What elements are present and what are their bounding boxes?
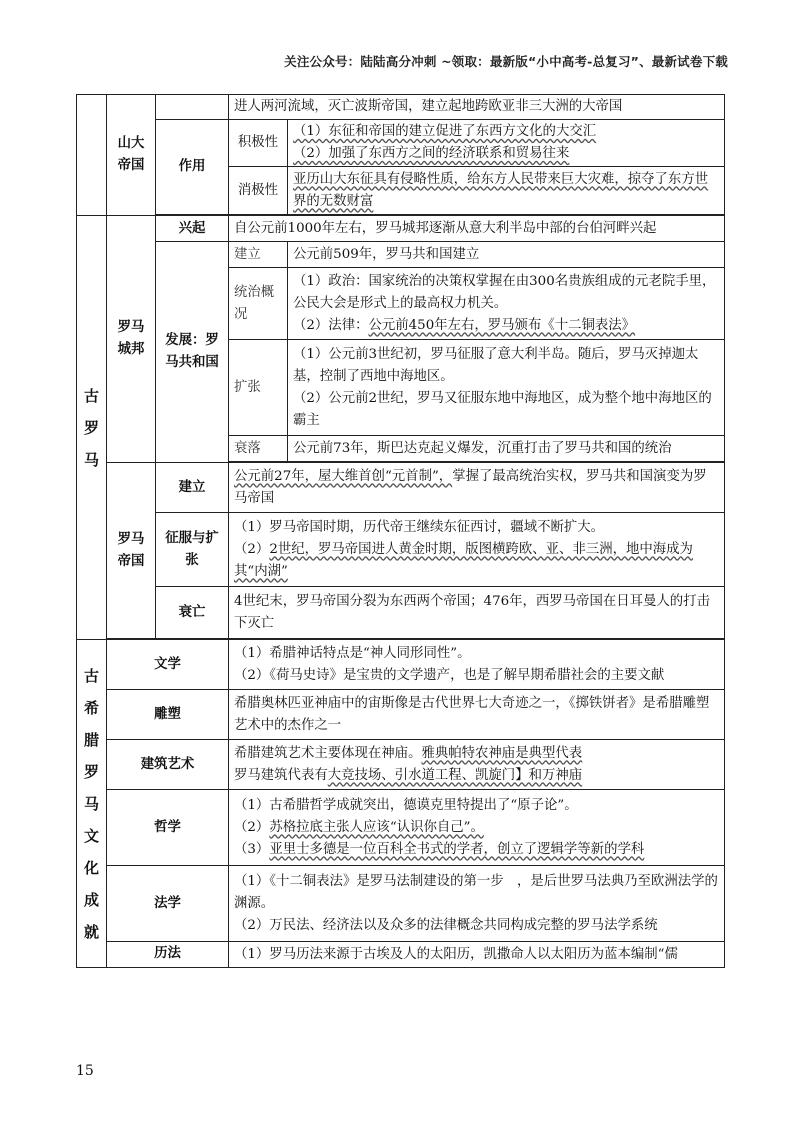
arch-item-1 <box>234 743 719 765</box>
law-content <box>229 866 725 942</box>
history-table <box>76 94 725 968</box>
arch-item-1-text: 希腊建筑艺术主要体现在神庙。 <box>234 745 422 761</box>
phil-item-3 <box>234 839 719 861</box>
arch-label: 建筑艺术 <box>107 740 229 790</box>
empire-label: 罗马帝国 <box>107 463 156 639</box>
arch-content <box>229 740 725 790</box>
lit-label: 文学 <box>107 640 229 690</box>
rule-item-1: （1）政治：国家统治的决策权掌握在由300名贵族组成的元老院手里，公民大会是形式上的最高权力机关。 <box>293 273 716 311</box>
arch-item-2-text: 罗马建筑代表有 <box>234 767 328 783</box>
rule-content <box>288 268 725 340</box>
fall-label: 衰亡 <box>156 587 229 639</box>
rule-item-2-law: 公元前450年左右，罗马颁布《十二铜表法》 <box>368 317 636 333</box>
law-item-1: （1）《十二铜表法》是罗马法制建设的第一步 ，是后世罗马法典乃至欧洲法学的渊源。 <box>234 873 718 911</box>
phil-item-1: （1）古希腊哲学成就突出，德谟克里特提出了“原子论”。 <box>234 797 578 813</box>
positive-item-2: （2）加强了东西方之间的经济联系和贸易往来 <box>293 146 570 161</box>
emp-est-rest: 掌握了最高统治实权，罗马共和国演变为罗马帝国 <box>234 468 707 506</box>
negative-text: 亚历山大东征具有侵略性质，给东方人民带来巨大灾难，掠夺了东方世界的无数财富 <box>293 171 709 209</box>
expand-item-2: （2）公元前2世纪，罗马又征服东地中海地区，成为整个地中海地区的霸主 <box>293 390 712 428</box>
page-number: 15 <box>76 1063 94 1079</box>
lit-content <box>229 640 725 690</box>
expand-label: 扩张 <box>229 340 288 436</box>
cal-content <box>229 942 725 968</box>
rise-label: 兴起 <box>156 216 229 242</box>
negative-label: 消极性 <box>229 167 288 215</box>
expand-item-1: （1）公元前3世纪初，罗马征服了意大利半岛。随后，罗马灭掉迦太基，控制了西地中海地区。 <box>293 346 699 384</box>
alexander-label: 山大帝国 <box>107 95 156 216</box>
cal-label: 历法 <box>107 942 229 968</box>
est-label: 建立 <box>229 242 288 268</box>
decline-label: 衰落 <box>229 436 288 462</box>
empty-cell <box>156 95 229 120</box>
phil-label: 哲学 <box>107 790 229 866</box>
conquer-label: 征服与扩张 <box>156 513 229 587</box>
culture-label: 古希腊罗马文化成就 <box>77 640 107 968</box>
phil-item-2 <box>234 817 719 839</box>
negative-content <box>288 167 725 215</box>
page-header: 关注公众号：陆陆高分冲刺 ~领取：最新版“小中高考-总复习”、最新试卷下载 <box>284 54 728 69</box>
arch-item-1-example: 雅典帕特农神庙是典型代表 <box>421 745 583 761</box>
rome-label: 古罗马 <box>77 216 107 640</box>
fall-content: 4世纪末，罗马帝国分裂为东西两个帝国；476年，西罗马帝国在日耳曼人的打击下灭亡 <box>229 587 725 639</box>
est-content: 公元前509年，罗马共和国建立 <box>288 242 725 268</box>
decline-content: 公元前73年，斯巴达克起义爆发，沉重打击了罗马共和国的统治 <box>288 436 725 462</box>
sculpt-content: 希腊奥林匹亚神庙中的宙斯像是古代世界七大奇迹之一，《掷铁饼者》是希腊雕塑艺术中的杰作之一 <box>229 690 725 740</box>
phil-item-2-prefix: （2） <box>234 819 270 835</box>
law-item-2: （2）万民法、经济法以及众多的法律概念共同构成完整的罗马法学系统 <box>234 917 658 933</box>
law-label: 法学 <box>107 866 229 942</box>
conquer-item-2-text: 2世纪，罗马帝国进人黄金时期，版图横跨欧、亚、非三洲，地中海成为其“内湖” <box>234 541 693 579</box>
conquer-item-1: （1）罗马帝国时期，历代帝王继续东征西讨，疆域不断扩大。 <box>234 519 605 535</box>
conquer-item-2-prefix: （2） <box>234 541 270 557</box>
arch-item-2-example: 大竞技场、引水道工程、凯旋门】和万神庙 <box>327 767 583 783</box>
positive-content <box>288 120 725 167</box>
rule-label: 统治概况 <box>229 268 288 340</box>
lit-item-2: （2）《荷马史诗》是宝贵的文学遗产，也是了解早期希腊社会的主要文献 <box>234 667 665 683</box>
positive-item-1: （1）东征和帝国的建立促进了东西方文化的大交汇 <box>293 124 597 139</box>
phil-item-3-prefix: （3） <box>234 841 270 857</box>
phil-item-2-text: 苏格拉底主张人应该“认识你自己”。 <box>269 819 484 835</box>
positive-label: 积极性 <box>229 120 288 167</box>
cal-item-1: （1）罗马历法来源于古埃及人的太阳历，凯撒命人以太阳历为蓝本编制“儒 <box>234 946 678 962</box>
era-cell-empty <box>77 95 107 216</box>
arch-item-2 <box>234 765 719 787</box>
expand-content <box>288 340 725 436</box>
phil-content <box>229 790 725 866</box>
phil-item-3-text: 亚里士多德是一位百科全书式的学者，创立了逻辑学等新的学科 <box>269 841 645 857</box>
alexander-intro: 进人两河流域，灭亡波斯帝国，建立起地跨欧亚非三大洲的大帝国 <box>229 95 725 120</box>
city-state-label: 罗马城邦 <box>107 216 156 463</box>
emp-est-underlined: 公元前27年，屋大维首创“元首制”， <box>234 468 453 484</box>
emp-est-content <box>229 463 725 513</box>
rule-item-2-prefix: （2）法律： <box>293 317 369 333</box>
effect-label: 作用 <box>156 120 229 215</box>
conquer-item-2 <box>234 539 719 583</box>
lit-item-1: （1）希腊神话特点是“神人同形同性”。 <box>234 645 471 661</box>
republic-label: 发展：罗马共和国 <box>156 242 229 463</box>
conquer-content <box>229 513 725 587</box>
emp-est-label: 建立 <box>156 463 229 513</box>
sculpt-label: 雕塑 <box>107 690 229 740</box>
rule-item-2 <box>293 315 719 337</box>
rise-content: 自公元前1000年左右，罗马城邦逐渐从意大利半岛中部的台伯河畔兴起 <box>229 216 725 242</box>
